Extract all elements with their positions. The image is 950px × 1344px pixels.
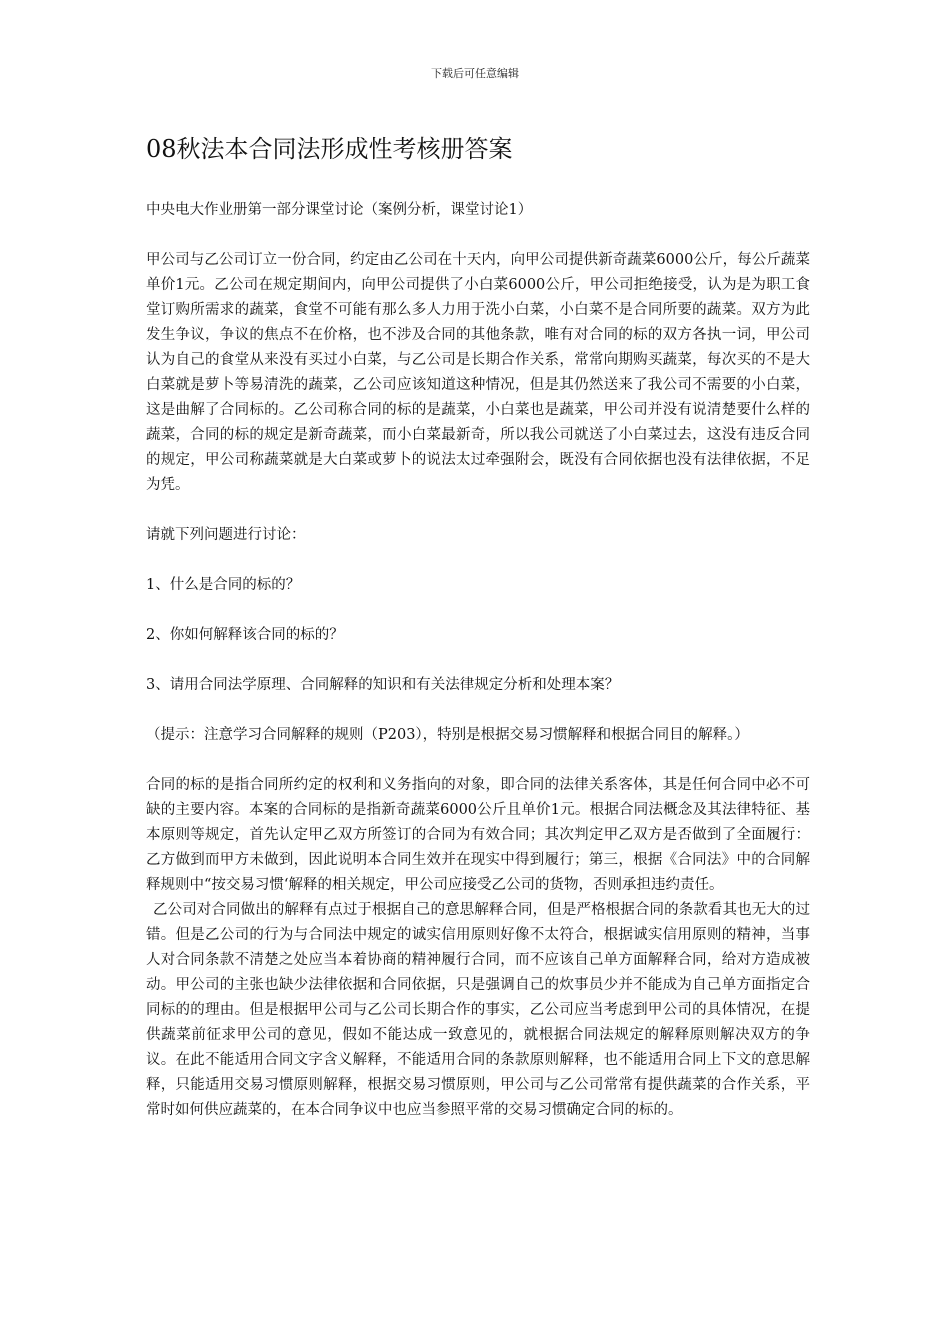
question-3: 3、请用合同法学原理、合同解释的知识和有关法律规定分析和处理本案？ bbox=[146, 677, 620, 693]
answer-paragraph-1: 合同的标的是指合同所约定的权利和义务指向的对象，即合同的法律关系客体，其是任何合同中必不可缺的主要内容。本案的合同标的是指新奇蔬菜6000公斤且单价1元。根据合同法概念及其法律特征、基本原则等规定，首先认定甲乙双方所签订的合同为有效合同；其次判定甲乙双方是否做到了全面履行：乙方做到而甲方未做到，因此说明本合同生效并在现实中得到履行；第三，根据《合同法》中的合同解释规则中“按交易习惯‘解释的相关规定，甲公司应接受乙公司的货物，否则承担违约责任。 bbox=[146, 777, 810, 893]
answer-paragraph-2: 乙公司对合同做出的解释有点过于根据自己的意思解释合同，但是严格根据合同的条款看其也无大的过错。但是乙公司的行为与合同法中规定的诚实信用原则好像不太符合，根据诚实信用原则的精神，当事人对合同条款不清楚之处应当本着协商的精神履行合同，而不应该自己单方面解释合同，给对方造成被动。甲公司的主张也缺少法律依据和合同依据，只是强调自己的炊事员少并不能成为自己单方面指定合同标的的理由。但是根据甲公司与乙公司长期合作的事实，乙公司应当考虑到甲公司的具体情况，在提供蔬菜前征求甲公司的意见，假如不能达成一致意见的，就根据合同法规定的解释原则解决双方的争议。在此不能适用合同文字含义解释，不能适用合同的条款原则解释，也不能适用合同上下文的意思解释，只能适用交易习惯原则解释，根据交易习惯原则，甲公司与乙公司常常有提供蔬菜的合作关系，平常时如何供应蔬菜的，在本合同争议中也应当参照平常的交易习惯确定合同的标的。 bbox=[146, 902, 810, 1118]
document-subtitle: 中央电大作业册第一部分课堂讨论（案例分析，课堂讨论1） bbox=[146, 202, 533, 218]
document-title: 08秋法本合同法形成性考核册答案 bbox=[146, 135, 513, 163]
discussion-prompt: 请就下列问题进行讨论： bbox=[146, 527, 306, 543]
case-description: 甲公司与乙公司订立一份合同，约定由乙公司在十天内，向甲公司提供新奇蔬菜6000公斤，每公斤蔬菜单价1元。乙公司在规定期间内，向甲公司提供了小白菜6000公斤，甲公司拒绝接受，认为是为职工食堂订购所需求的蔬菜，食堂不可能有那么多人力用于洗小白菜，小白菜不是合同所要的蔬菜。双方为此发生争议，争议的焦点不在价格，也不涉及合同的其他条款，唯有对合同的标的双方各执一词，甲公司认为自己的食堂从来没有买过小白菜，与乙公司是长期合作关系，常常向期购买蔬菜，每次买的不是大白菜就是萝卜等易清洗的蔬菜，乙公司应该知道这种情况，但是其仍然送来了我公司不需要的小白菜，这是曲解了合同标的。乙公司称合同的标的是蔬菜，小白菜也是蔬菜，甲公司并没有说清楚要什么样的蔬菜，合同的标的规定是新奇蔬菜，而小白菜最新奇，所以我公司就送了小白菜过去，这没有违反合同的规定，甲公司称蔬菜就是大白菜或萝卜的说法太过牵强附会，既没有合同依据也没有法律依据，不足为凭。 bbox=[146, 252, 810, 493]
question-1: 1、什么是合同的标的？ bbox=[146, 577, 301, 593]
header-note: 下载后可任意编辑 bbox=[431, 67, 519, 80]
question-2: 2、你如何解释该合同的标的？ bbox=[146, 627, 344, 643]
document-body bbox=[146, 132, 810, 1123]
hint-note: （提示：注意学习合同解释的规则（P203），特别是根据交易习惯解释和根据合同目的解释。） bbox=[146, 727, 749, 743]
